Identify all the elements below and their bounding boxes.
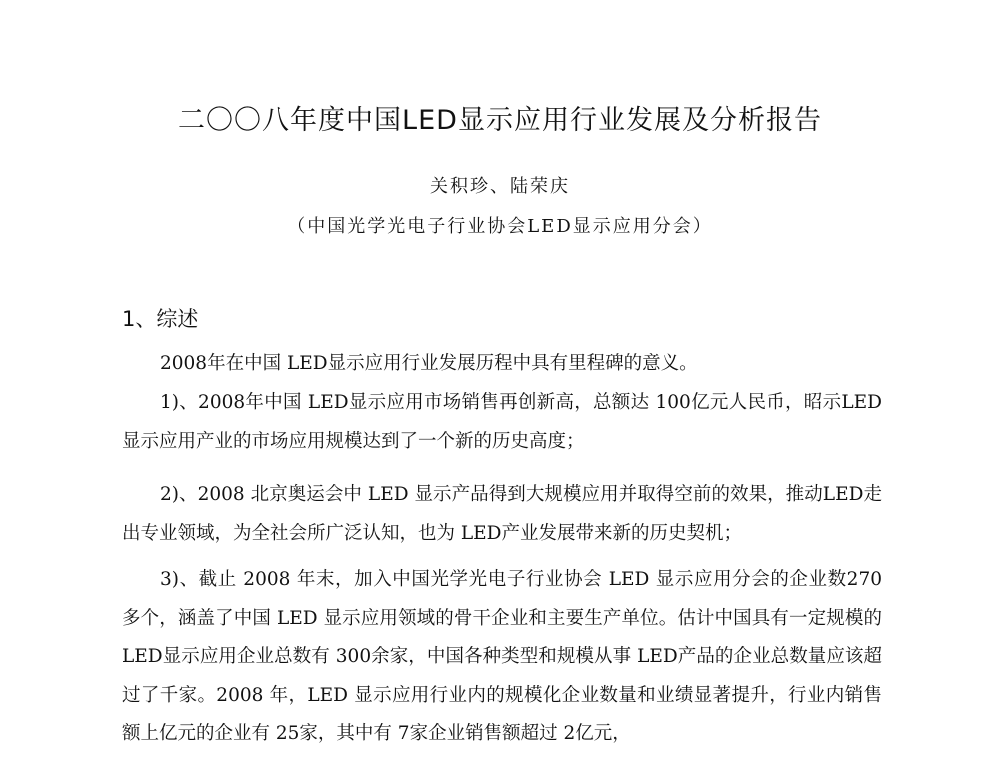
affiliation-line: （中国光学光电子行业协会LED显示应用分会） (287, 216, 713, 237)
report-title: 二〇〇八年度中国LED显示应用行业发展及分析报告 (178, 105, 822, 136)
section-heading: 1、综述 (122, 307, 199, 331)
authors-line: 关积珍、陆荣庆 (430, 176, 570, 197)
paragraph-item-2: 2)、2008 北京奥运会中 LED 显示产品得到大规模应用并取得空前的效果，推动LED走出专业领域，为全社会所广泛认知，也为 LED产业发展带来新的历史契机； (122, 484, 882, 544)
paragraph-intro: 2008年在中国 LED显示应用行业发展历程中具有里程碑的意义。 (160, 353, 698, 374)
paragraph-item-1: 1)、2008年中国 LED显示应用市场销售再创新高，总额达 100亿元人民币，昭示LED显示应用产业的市场应用规模达到了一个新的历史高度； (122, 392, 882, 452)
paragraph-item-3: 3)、截止 2008 年末，加入中国光学光电子行业协会 LED 显示应用分会的企业数270 多个，涵盖了中国 LED 显示应用领域的骨干企业和主要生产单位。估计中国具有一定规模的 LED显示应用企业总数有 300余家，中国各种类型和规模从事 LED产品的企业总数量应该超过了千家。2008 年，LED 显示应用行业内的规模化企业数量和业绩显著提升，行业内销售额上亿元的企业有 25家，其中有 7家企业销售额超过 2亿元， (122, 569, 882, 744)
